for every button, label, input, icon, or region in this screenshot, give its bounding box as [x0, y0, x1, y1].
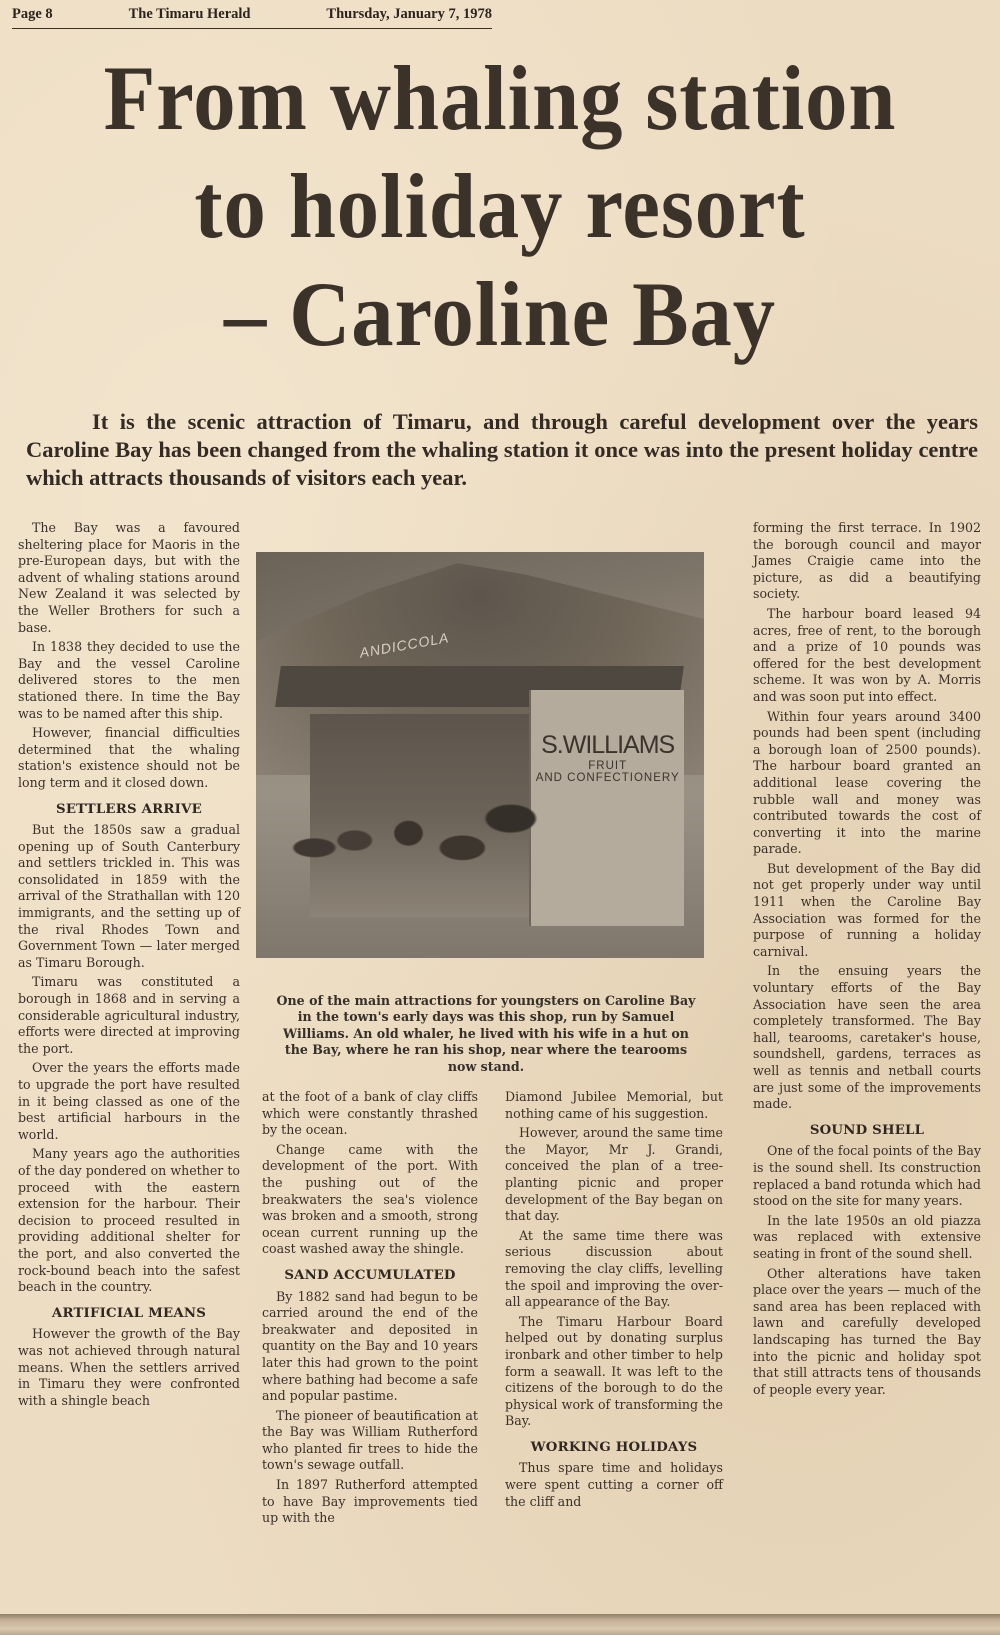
sign-line-3: AND CONFECTIONERY: [535, 771, 680, 784]
paragraph: Many years ago the authorities of the day pondered on whether to proceed with the eastern extension for the harbour. Their decision to proceed resulted in providing additional shelter for the port, and also converted the rock-bound beach into the safest beach in the country.: [18, 1146, 240, 1295]
article-column-4: [753, 520, 981, 1401]
masthead: [12, 6, 492, 29]
paragraph: One of the focal points of the Bay is the sound shell. Its construction replaced a band rotunda which had stood on the site for many years.: [753, 1143, 981, 1209]
paragraph: Diamond Jubilee Memorial, but nothing came of his suggestion.: [505, 1089, 723, 1121]
paragraph: The pioneer of beautification at the Bay was William Rutherford who planted fir trees to hide the town's sewage outfall.: [262, 1407, 478, 1473]
photo-shop-wall: [529, 690, 683, 925]
paragraph: at the foot of a bank of clay cliffs which were constantly thrashed by the ocean.: [262, 1089, 478, 1138]
article-column-2: [262, 1089, 478, 1530]
publication-date: Thursday, January 7, 1978: [326, 6, 492, 22]
paragraph: Thus spare time and holidays were spent cutting a corner off the cliff and: [505, 1460, 723, 1509]
paragraph: Timaru was constituted a borough in 1868 and in serving a considerable agricultural industry, efforts were directed at improving the port.: [18, 974, 240, 1056]
standfirst: It is the scenic attraction of Timaru, and through careful development over the years Caroline Bay has been changed from the whaling station it once was into the present holiday centre which attracts thousands of visitors each year.: [26, 409, 978, 490]
sign-name: S.WILLIAMS: [541, 730, 675, 759]
photo-shop-sign: [534, 731, 682, 784]
shop-photograph: [256, 552, 704, 958]
page-fold-edge: [0, 1614, 1000, 1635]
page-number: Page 8: [12, 6, 53, 22]
subheading: SOUND SHELL: [809, 1122, 925, 1138]
paragraph: The Bay was a favoured sheltering place for Maoris in the pre-European days, but with the advent of whaling stations around New Zealand it was selected by the Weller Brothers for such a base.: [18, 520, 240, 635]
subheading: SAND ACCUMULATED: [284, 1267, 456, 1283]
paragraph: In 1838 they decided to use the Bay and the vessel Caroline delivered stores to the men stationed there. In time the Bay was to be named after this ship.: [18, 639, 240, 721]
paragraph: The Timaru Harbour Board helped out by donating surplus ironbark and other timber to help form a seawall. It was left to the citizens of the borough to do the physical work of transforming the Bay.: [505, 1313, 723, 1429]
paragraph: In the late 1950s an old piazza was replaced with extensive seating in front of the sound shell.: [753, 1212, 981, 1261]
paragraph: Within four years around 3400 pounds had been spent (including a borough loan of 2500 pounds). The harbour board granted an additional lease covering the rubble wall and money was contributed towards the cost of converting it into the marine parade.: [753, 708, 981, 857]
paragraph: However, around the same time the Mayor, Mr J. Grandi, conceived the plan of a tree-planting picnic and proper development of the Bay began on that day.: [505, 1125, 723, 1224]
paragraph: The harbour board leased 94 acres, free of rent, to the borough and a prize of 10 pounds was offered for the best development scheme. It was won by A. Morris and was soon put into effect.: [753, 605, 981, 704]
sign-line-2: FRUIT: [588, 759, 628, 772]
paragraph: But the 1850s saw a gradual opening up of South Canterbury and settlers trickled in. This was consolidated in 1859 with the arrival of the Strathallan with 120 immigrants, and the setting up of the rival Rhodes Town and Government Town — later merged as Timaru Borough.: [18, 822, 240, 970]
article-column-1: [18, 520, 240, 1412]
headline: [40, 44, 960, 368]
photo-caption: One of the main attractions for youngsters on Caroline Bay in the town's early days was this shop, run by Samuel Williams. An old whaler, he lived with his wife in a hut on the Bay, where he ran his shop, near where the tearooms now stand.: [276, 993, 696, 1074]
photo-people: [274, 804, 543, 950]
paragraph: By 1882 sand had begun to be carried around the end of the breakwater and deposited in quantity on the Bay and 10 years later this had grown to the point where bathing had become a safe and popular pastime.: [262, 1288, 478, 1404]
subheading: WORKING HOLIDAYS: [530, 1439, 698, 1455]
paragraph: However, financial difficulties determined that the whaling station's existence should not be long term and it closed down.: [18, 725, 240, 790]
paragraph: Other alterations have taken place over the years — much of the sand area has been replaced with lawn and carefully developed landscaping has turned the Bay into the picnic and holiday spot that still attracts tens of thousands of people every year.: [753, 1265, 981, 1397]
paragraph: Change came with the development of the port. With the pushing out of the breakwaters the sea's violence was broken and a smooth, strong ocean current running up the coast washed away the shingle.: [262, 1141, 478, 1257]
paragraph: forming the first terrace. In 1902 the borough council and mayor James Craigie came into the picture, as did a beautifying society.: [753, 520, 981, 602]
paragraph: But development of the Bay did not get properly under way until 1911 when the Caroline Bay Association was formed for the purpose of running a holiday carnival.: [753, 860, 981, 959]
subheading: ARTIFICIAL MEANS: [51, 1305, 207, 1321]
paragraph: However the growth of the Bay was not achieved through natural means. When the settlers arrived in Timaru they were confronted with a shingle beach: [18, 1326, 240, 1408]
headline-line-2: to holiday resort: [194, 155, 806, 257]
publication-name: The Timaru Herald: [128, 6, 251, 22]
paragraph: At the same time there was serious discussion about removing the clay cliffs, levelling the spoil and improving the over-all appearance of the Bay.: [505, 1227, 723, 1310]
paragraph: In 1897 Rutherford attempted to have Bay improvements tied up with the: [262, 1477, 478, 1526]
article-column-3: [505, 1089, 723, 1513]
photo-awning-text: ANDICCOLA: [358, 629, 451, 662]
headline-line-3: – Caroline Bay: [223, 263, 777, 365]
paragraph: Over the years the efforts made to upgrade the port have resulted in it being classed as one of the best artificial harbours in the world.: [18, 1060, 240, 1142]
headline-line-1: From whaling station: [103, 47, 897, 149]
paragraph: In the ensuing years the voluntary efforts of the Bay Association have seen the area completely transformed. The Bay hall, tearooms, caretaker's house, soundshell, gardens, terraces as well as tennis and netball courts are just some of the improvements made.: [753, 963, 981, 1112]
subheading: SETTLERS ARRIVE: [56, 801, 202, 817]
